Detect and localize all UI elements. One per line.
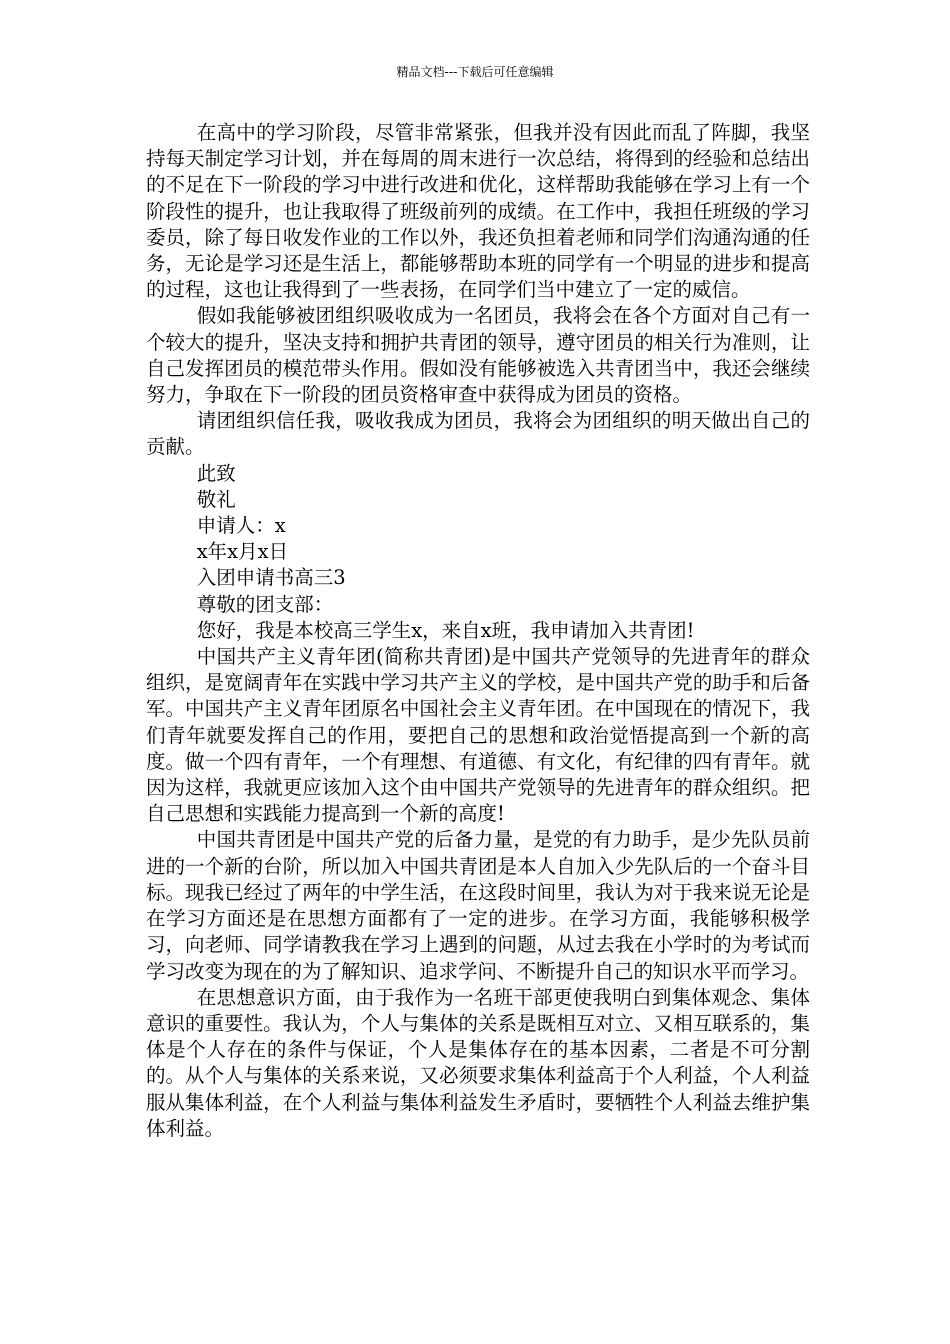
document-body xyxy=(146,120,810,1142)
paragraph-collective: 在思想意识方面，由于我作为一名班干部更使我明白到集体观念、集体意识的重要性。我认为，个人与集体的关系是既相互对立、又相互联系的，集体是个人存在的条件与保证，个人是集体存在的基本因素，二者是不可分割的。从个人与集体的关系来说，又必须要求集体利益高于个人利益，个人利益服从集体利益，在个人利益与集体利益发生矛盾时，要牺牲个人利益去维护集体利益。 xyxy=(146,985,810,1140)
date-line: x年x月x日 xyxy=(196,540,289,564)
section-title: 入团申请书高三3 xyxy=(196,566,346,590)
salutation: 尊敬的团支部： xyxy=(196,592,334,616)
paragraph-league-intro: 中国共产主义青年团(简称共青团)是中国共产党领导的先进青年的群众组织，是宽阔青年在实践中学习共产主义的学校，是中国共产党的助手和后备军。中国共产主义青年团原名中国社会主义青年团。在中国现在的情况下，我们青年就要发挥自己的作用，要把自己的思想和政治觉悟提高到一个新的高度。做一个四有青年，一个有理想、有道德、有文化，有纪律的四有青年。就因为这样，我就更应该加入这个由中国共产党领导的先进青年的群众组织。把自己思想和实践能力提高到一个新的高度! xyxy=(146,645,810,826)
greeting: 您好，我是本校高三学生x，来自x班，我申请加入共青团! xyxy=(196,618,695,642)
paragraph-progress: 中国共青团是中国共产党的后备力量，是党的有力助手，是少先队员前进的一个新的台阶，所以加入中国共青团是本人自加入少先队后的一个奋斗目标。现我已经过了两年的中学生活，在这段时间里，我认为对于我来说无论是在学习方面还是在思想方面都有了一定的进步。在学习方面，我能够积极学习，向老师、同学请教我在学习上遇到的问题，从过去我在小学时的为考试而学习改变为现在的为了解知识、追求学问、不断提升自己的知识水平而学习。 xyxy=(146,828,810,983)
paragraph-study: 在高中的学习阶段，尽管非常紧张，但我并没有因此而乱了阵脚，我坚持每天制定学习计划，并在每周的周末进行一次总结，将得到的经验和总结出的不足在下一阶段的学习中进行改进和优化，这样帮助我能够在学习上有一个阶段性的提升，也让我取得了班级前列的成绩。在工作中，我担任班级的学习委员，除了每日收发作业的工作以外，我还负担着老师和同学们沟通沟通的任务，无论是学习还是生活上，都能够帮助本班的同学有一个明显的进步和提高的过程，这也让我得到了一些表扬，在同学们当中建立了一定的威信。 xyxy=(146,121,810,302)
closing-line-2: 敬礼 xyxy=(196,487,236,511)
paragraph-request: 请团组织信任我，吸收我成为团员，我将会为团组织的明天做出自己的贡献。 xyxy=(146,409,810,459)
paragraph-commitment: 假如我能够被团组织吸收成为一名团员，我将会在各个方面对自己有一个较大的提升，坚决支持和拥护共青团的领导，遵守团员的相关行为准则，让自己发挥团员的模范带头作用。假如没有能够被选入共青团当中，我还会继续努力，争取在下一阶段的团员资格审查中获得成为团员的资格。 xyxy=(146,304,810,407)
closing-line-1: 此致 xyxy=(196,461,236,485)
applicant-line: 申请人：x xyxy=(196,514,286,538)
page-header: 精品文档---下载后可任意编辑 xyxy=(396,65,554,79)
